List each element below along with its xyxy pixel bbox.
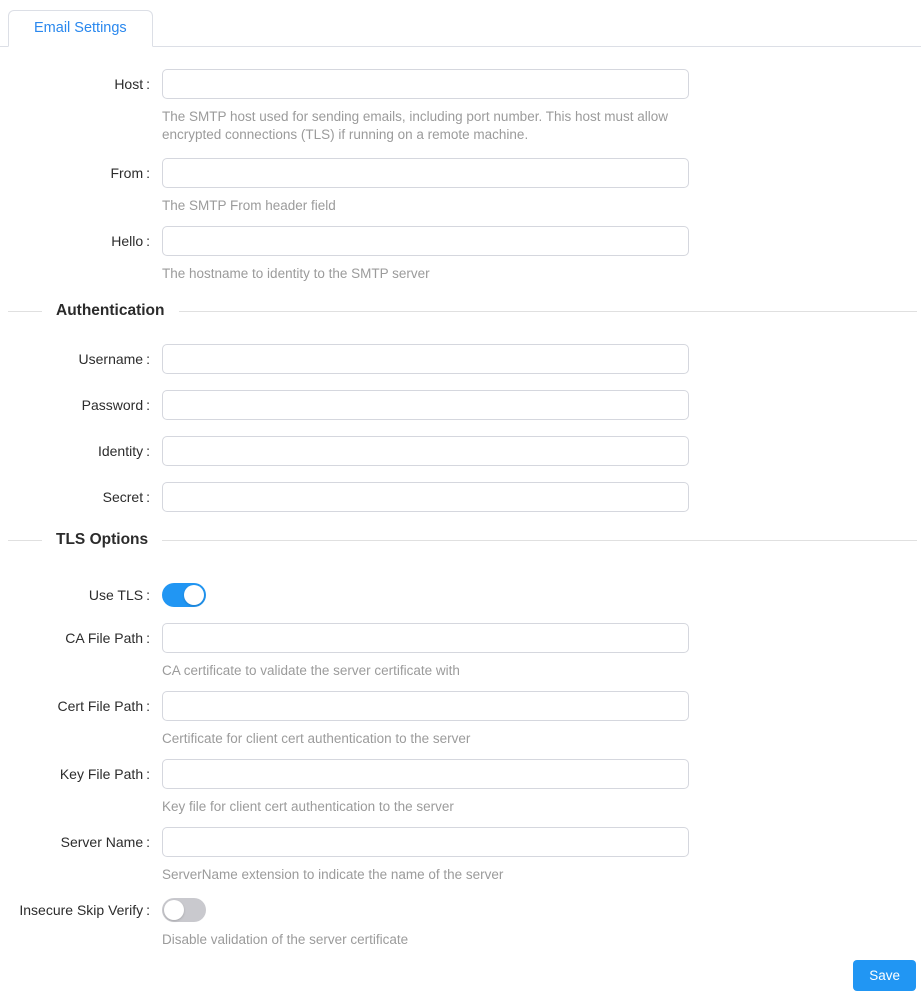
insecure-skip-verify-toggle[interactable] [162, 898, 206, 922]
toggle-knob [164, 900, 184, 920]
key-file-path-input[interactable] [162, 759, 689, 789]
server-name-field-row [0, 827, 921, 884]
hello-input[interactable] [162, 226, 689, 256]
use-tls-field-row [0, 583, 921, 607]
ca-file-path-label: CA File Path : [65, 630, 150, 646]
server-name-help-text: ServerName extension to indicate the name of the server [162, 867, 504, 882]
use-tls-toggle[interactable] [162, 583, 206, 607]
password-input[interactable] [162, 390, 689, 420]
label-colon: : [146, 587, 150, 603]
hello-label: Hello : [111, 233, 150, 249]
insecure-skip-verify-label: Insecure Skip Verify : [19, 902, 150, 918]
save-button[interactable]: Save [853, 960, 916, 991]
secret-field-row [0, 482, 921, 512]
cert-file-path-label: Cert File Path : [57, 698, 150, 714]
tab-email-settings[interactable]: Email Settings [8, 10, 153, 47]
server-name-label: Server Name : [60, 834, 150, 850]
label-colon: : [146, 165, 150, 181]
username-field-row [0, 344, 921, 374]
label-colon: : [146, 397, 150, 413]
password-field-row [0, 390, 921, 420]
key-file-path-field-row [0, 759, 921, 816]
username-label: Username : [78, 351, 150, 367]
hello-field-row [0, 226, 921, 283]
hello-help-text: The hostname to identity to the SMTP server [162, 266, 430, 281]
host-help-text: The SMTP host used for sending emails, including port number. This host must allow encrypted connections (TLS) if running on a remote machine. [162, 109, 668, 142]
authentication-section-title: Authentication [8, 302, 917, 320]
server-name-input[interactable] [162, 827, 689, 857]
cert-file-path-help-text: Certificate for client cert authentication to the server [162, 731, 471, 746]
label-colon: : [146, 489, 150, 505]
tls-options-section-title: TLS Options [8, 531, 917, 549]
from-field-row [0, 158, 921, 215]
label-colon: : [146, 76, 150, 92]
label-colon: : [146, 834, 150, 850]
secret-input[interactable] [162, 482, 689, 512]
key-file-path-label: Key File Path : [59, 766, 150, 782]
cert-file-path-input[interactable] [162, 691, 689, 721]
identity-field-row [0, 436, 921, 466]
password-label: Password : [81, 397, 150, 413]
ca-file-path-field-row [0, 623, 921, 680]
label-colon: : [146, 443, 150, 459]
label-colon: : [146, 766, 150, 782]
from-label: From : [110, 165, 150, 181]
insecure-skip-verify-help-text: Disable validation of the server certificate [162, 932, 409, 947]
username-input[interactable] [162, 344, 689, 374]
from-input[interactable] [162, 158, 689, 188]
from-help-text: The SMTP From header field [162, 198, 336, 213]
host-label: Host : [114, 76, 150, 92]
label-colon: : [146, 698, 150, 714]
identity-label: Identity : [97, 443, 150, 459]
label-colon: : [146, 630, 150, 646]
label-colon: : [146, 233, 150, 249]
label-colon: : [146, 351, 150, 367]
form-footer [0, 960, 921, 991]
ca-file-path-help-text: CA certificate to validate the server certificate with [162, 663, 460, 678]
insecure-skip-verify-field-row [0, 898, 921, 949]
ca-file-path-input[interactable] [162, 623, 689, 653]
toggle-knob [184, 585, 204, 605]
key-file-path-help-text: Key file for client cert authentication to the server [162, 799, 454, 814]
secret-label: Secret : [102, 489, 150, 505]
tab-bar [0, 0, 921, 47]
identity-input[interactable] [162, 436, 689, 466]
email-settings-form [0, 47, 921, 991]
use-tls-label: Use TLS : [88, 587, 150, 603]
label-colon: : [146, 902, 150, 918]
host-input[interactable] [162, 69, 689, 99]
host-field-row [0, 69, 921, 144]
cert-file-path-field-row [0, 691, 921, 748]
